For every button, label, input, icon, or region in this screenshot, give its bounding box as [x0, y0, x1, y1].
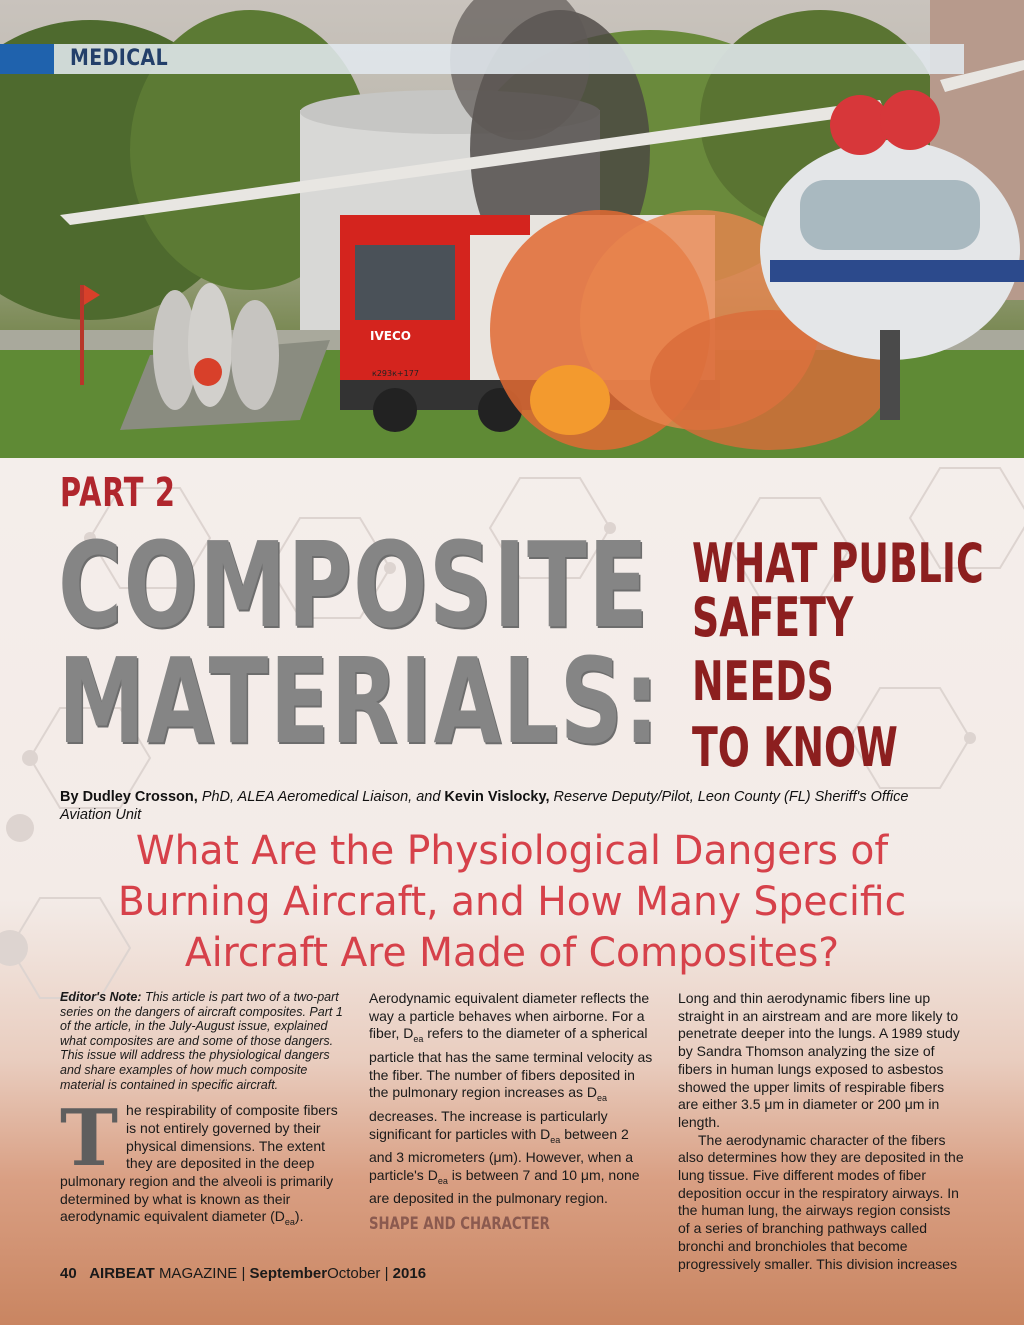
magazine-word: MAGAZINE: [158, 1265, 238, 1282]
column-1: [60, 990, 348, 1232]
footer-sep-2: |: [384, 1265, 389, 1282]
page-footer: [60, 1265, 426, 1282]
section-heading: SHAPE AND CHARACTER: [369, 1213, 550, 1234]
issue-month-2: October: [327, 1265, 381, 1282]
section-header: [0, 44, 964, 74]
issue-year: 2016: [392, 1265, 427, 1282]
author-2-role: Reserve Deputy/Pilot, Leon County (FL) Sheriff's Office Aviation Unit: [60, 789, 909, 823]
page-number: 40: [60, 1265, 77, 1282]
author-1: By Dudley Crosson,: [60, 789, 198, 805]
subtitle-line-4: TO KNOW: [692, 716, 898, 779]
footer-sep-1: |: [241, 1265, 246, 1282]
editors-note: [60, 990, 348, 1092]
byline: [60, 788, 960, 824]
magazine-name: AIRBEAT: [89, 1265, 155, 1282]
title-line-2: MATERIALS:: [58, 632, 661, 770]
title-line-1: COMPOSITE: [58, 516, 650, 654]
section-label: MEDICAL: [70, 46, 169, 71]
dropcap: T: [60, 1093, 119, 1185]
author-1-role: PhD, ALEA Aeromedical Liaison, and: [201, 789, 441, 805]
question-line-1: What Are the Physiological Dangers of: [135, 828, 889, 874]
subtitle-line-1: WHAT PUBLIC: [692, 532, 984, 595]
paragraph-3-continued: Long and thin aerodynamic fibers line up straight in an airstream and are more likely to penetrate deeper into the lungs. A 1989 study by Sandra Thomson analyzing the size of fibers in human lungs exposed to asbestos showed the upper limits of respirable fibers are either 3.5 μm in diameter or 200 μm in length.: [678, 990, 960, 1130]
editors-note-label: Editor's Note:: [60, 990, 142, 1004]
question-line-3: Aircraft Are Made of Composites?: [184, 930, 840, 976]
subtitle-line-3: NEEDS: [692, 650, 834, 713]
deck-question: [49, 826, 974, 979]
column-2: [369, 990, 655, 1240]
column-3: [678, 990, 964, 1272]
paragraph-4: The aerodynamic character of the fibers also determines how they are deposited in the lung tissue. Five different modes of fiber deposition occur in the respiratory airways. In the human lung, the airways region consists of a series of branching pathways called bronchi and bronchioles that become progressively smaller. This division increases: [678, 1131, 964, 1272]
paragraph-2: Aerodynamic equivalent diameter reflects the way a particle behaves when airborne. For a fiber, $D_{ea}$ refers to the diameter of a spherical particle that has the same terminal velocity as the fiber. The number of fibers deposited in the pulmonary region increases as $D_{ea}$ decreases. The increase is particularly significant for particles with $D_{ea}$ between 2 and 3 micrometers (μm). However, when a particle's $D_{ea}$ is between 7 and 10 μm, none are deposited in the pulmonary region.: [369, 990, 653, 1207]
editors-note-text: This article is part two of a two-part series on the dangers of aircraft composites. Part 1 of the article, in the July-August issue, explained what composites are and some of those dangers. This issue will address the physiological dangers and share examples of how much composite material is contained in specific aircraft.: [60, 990, 343, 1092]
hero-photo: [0, 0, 1024, 458]
part-label: PART 2: [60, 470, 176, 516]
author-2: Kevin Vislocky,: [444, 789, 550, 805]
truck-badge: IVECO: [370, 329, 411, 343]
subtitle-line-2: SAFETY: [692, 586, 854, 649]
truck-plate: к293к+177: [372, 369, 419, 378]
section-accent: [0, 44, 54, 74]
issue-month-1: September: [249, 1265, 328, 1282]
question-line-2: Burning Aircraft, and How Many Specific: [117, 879, 907, 925]
paragraph-1: The respirability of composite fibers is not entirely governed by their physical dimensions. The extent they are deposited in the deep pulmonary region and the alveoli is primarily determined by what is known as their aerodynamic equivalent diameter $(D_{ea})$.: [60, 1093, 338, 1228]
